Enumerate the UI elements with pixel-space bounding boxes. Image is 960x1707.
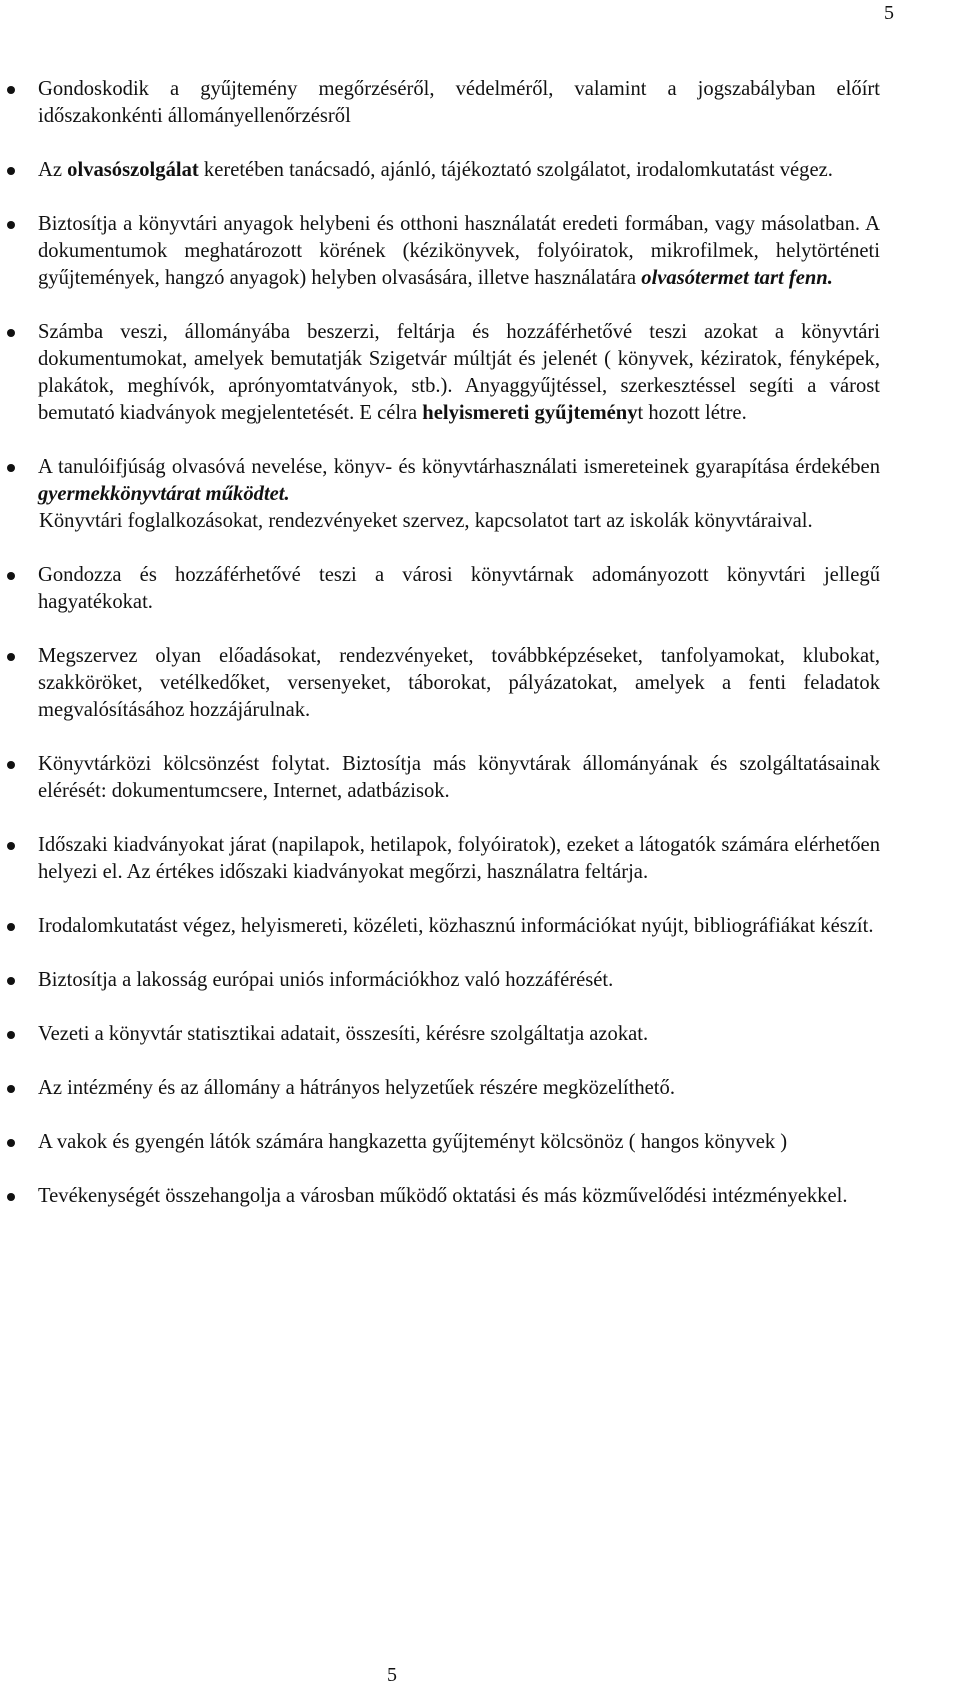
item-text: A vakok és gyengén látók számára hangkazetta gyűjteményt kölcsönöz ( hangos könyvek )	[38, 1131, 788, 1153]
list-item	[38, 643, 880, 724]
item-text: Vezeti a könyvtár statisztikai adatait, összesíti, kérésre szolgáltatja azokat.	[38, 1023, 649, 1045]
task-list	[38, 76, 880, 1210]
list-item	[38, 913, 880, 940]
list-item	[38, 1021, 880, 1048]
item-text: A tanulóifjúság olvasóvá nevelése, könyv- és könyvtárhasználati ismereteinek gyarapítása érdekében	[38, 456, 880, 478]
list-item	[38, 1129, 880, 1156]
item-text: Gondozza és hozzáférhetővé teszi a városi könyvtárnak adományozott könyvtári jellegű hagyatékokat.	[38, 564, 880, 613]
list-item	[38, 76, 880, 130]
list-item	[38, 454, 880, 535]
item-text: Az	[38, 159, 68, 181]
item-bold-italic-text: gyermekkönyvtárat működtet.	[38, 483, 290, 505]
item-text: Könyvtárközi kölcsönzést folytat. Biztosítja más könyvtárak állományának és szolgáltatásainak elérését: dokumentumcsere, Internet, adatbázisok.	[38, 753, 880, 802]
list-item	[38, 832, 880, 886]
list-item	[38, 562, 880, 616]
item-text: Számba veszi, állományába beszerzi, feltárja és hozzáférhetővé teszi azokat a könyvtári dokumentumokat, amelyek bemutatják Szigetvár múltját és jelenét ( könyvek, kéziratok, fényképek, plakátok, meghívók, aprónyomtatványok, stb.). Anyaggyűjtéssel, szerkesztéssel segíti a várost bemutató kiadványok megjelentetését. E célra	[38, 321, 880, 424]
item-sub-paragraph: Könyvtári foglalkozásokat, rendezvényeket szervez, kapcsolatot tart az iskolák könyvtáraival.	[39, 510, 813, 532]
item-text: Megszervez olyan előadásokat, rendezvényeket, továbbképzéseket, tanfolyamokat, klubokat, szakköröket, vetélkedőket, versenyeket, táborokat, pályázatokat, amelyek a fenti feladatok megvalósításához hozzájárulnak.	[38, 645, 880, 721]
item-text: Biztosítja a könyvtári anyagok helybeni és otthoni használatát eredeti formában, vagy másolatban. A dokumentumok meghatározott körének (kézikönyvek, folyóiratok, mikrofilmek, helytörténeti gyűjtemények, hangzó anyagok) helyben olvasására, illetve használatára	[38, 213, 880, 289]
list-item	[38, 751, 880, 805]
page-number-top: 5	[884, 2, 894, 24]
item-bold-text: helyismereti gyűjtemény	[422, 402, 638, 424]
item-text: Időszaki kiadványokat járat (napilapok, hetilapok, folyóiratok), ezeket a látogatók számára elérhetően helyezi el. Az értékes időszaki kiadványokat megőrzi, használatra feltárja.	[38, 834, 880, 883]
item-bold-italic-text: olvasótermet tart fenn.	[641, 267, 833, 289]
list-item	[38, 1183, 880, 1210]
item-text: Biztosítja a lakosság európai uniós információkhoz való hozzáférését.	[38, 969, 614, 991]
list-item	[38, 967, 880, 994]
list-item	[38, 319, 880, 427]
list-item	[38, 157, 880, 184]
page-number-bottom: 5	[387, 1664, 397, 1686]
item-text: Irodalomkutatást végez, helyismereti, közéleti, közhasznú információkat nyújt, bibliográfiákat készít.	[38, 915, 874, 937]
item-text: Tevékenységét összehangolja a városban működő oktatási és más közművelődési intézményekkel.	[38, 1185, 848, 1207]
item-text: t hozott létre.	[637, 402, 747, 424]
item-text: Gondoskodik a gyűjtemény megőrzéséről, védelméről, valamint a jogszabályban előírt időszakonkénti állományellenőrzésről	[38, 78, 880, 127]
item-text: Az intézmény és az állomány a hátrányos helyzetűek részére megközelíthető.	[38, 1077, 675, 1099]
list-item	[38, 1075, 880, 1102]
item-text: keretében tanácsadó, ajánló, tájékoztató szolgálatot, irodalomkutatást végez.	[198, 159, 833, 181]
item-bold-text: olvasószolgálat	[67, 159, 199, 181]
list-item	[38, 211, 880, 292]
